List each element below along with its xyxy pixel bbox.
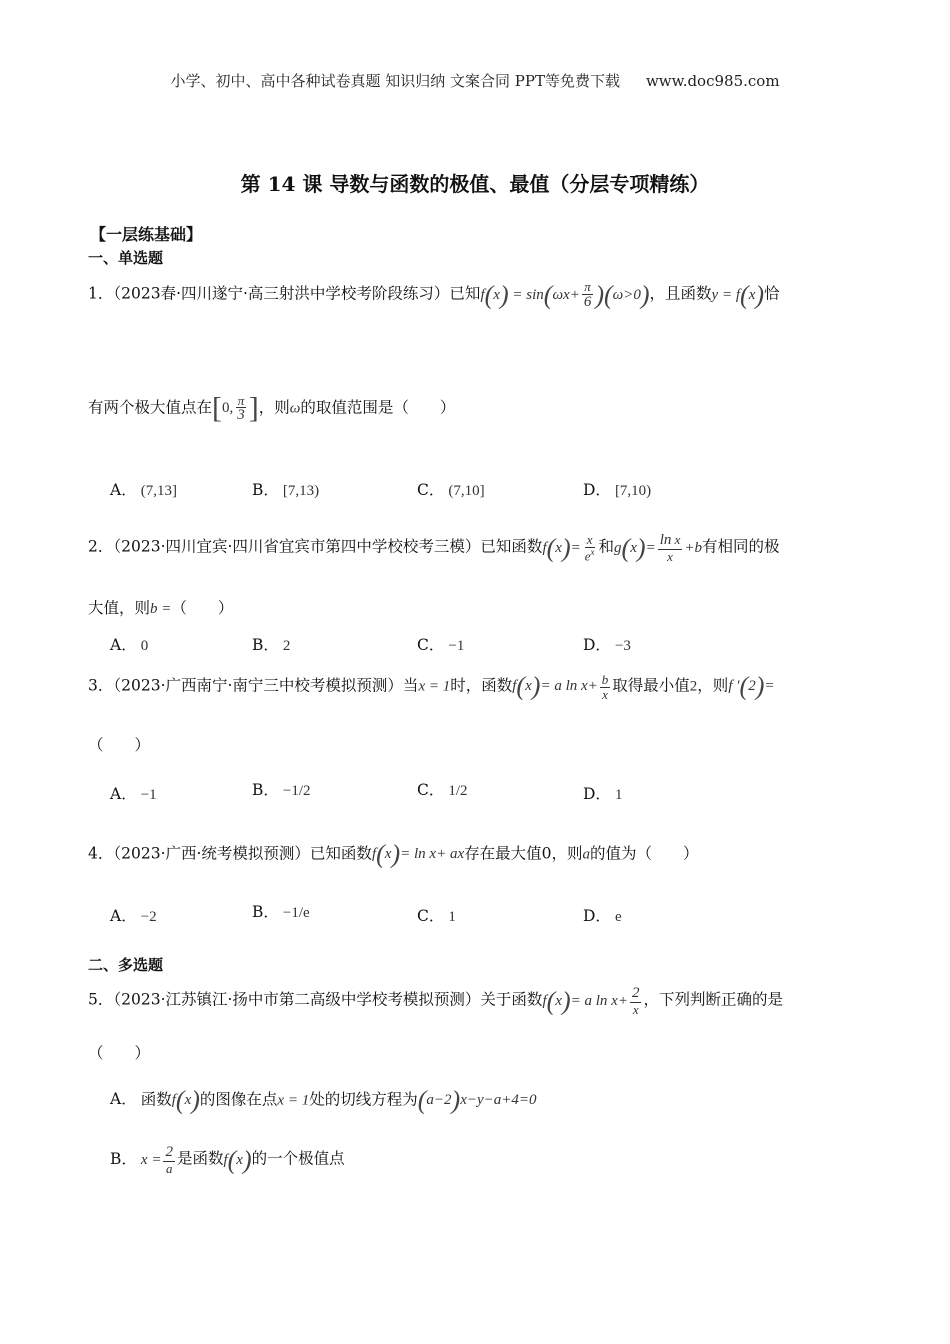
q3-function-formula: f(x)= a ln x+ $\frac{b}{x}$ xyxy=(512,671,609,702)
q2-option-a[interactable]: A． 0 xyxy=(110,636,149,654)
q1-option-c[interactable]: C． (7,10] xyxy=(417,481,485,499)
question-5-line-2: （ ） xyxy=(88,1044,151,1062)
page-title: 第 14 课 导数与函数的极值、最值（分层专项精练） xyxy=(240,172,710,196)
level-heading: 【一层练基础】 xyxy=(90,225,203,244)
question-2-line-2: 大值，则b =（ ） xyxy=(88,599,234,617)
q2-option-b[interactable]: B． 2 xyxy=(252,636,291,654)
header-left-text: 小学、初中、高中各种试卷真题 知识归纳 文案合同 PPT等免费下载 xyxy=(170,72,620,90)
q4-option-c[interactable]: C． 1 xyxy=(417,907,456,925)
q1-option-d[interactable]: D． [7,10) xyxy=(583,481,652,499)
q1-option-a[interactable]: A． (7,13] xyxy=(110,481,177,499)
q2-option-c[interactable]: C． −1 xyxy=(417,636,465,654)
q1-y-equals-f: y = f(x) xyxy=(711,280,765,310)
q5-x-equals-2-over-a: x = $\frac{2}{a}$ xyxy=(140,1144,173,1176)
section-multiple-choice: 二、多选题 xyxy=(88,956,164,974)
q1-interval: [0, $\frac{\pi}{3}$ ] xyxy=(212,392,259,425)
q4-a: a xyxy=(582,846,591,863)
q5-option-a[interactable]: A． 函数f(x)的图像在点x = 1处的切线方程为(a−2)x−y−a+4=0 xyxy=(110,1086,537,1115)
question-3-line-2: （ ） xyxy=(88,736,151,754)
q4-option-a[interactable]: A． −2 xyxy=(110,907,157,925)
q5-tangent-line-equation: (a−2)x−y−a+4=0 xyxy=(417,1086,537,1115)
q1-function-formula: f(x) = sin(ωx+ $\frac{\pi}{6}$ )(ω>0) xyxy=(480,279,650,310)
question-4-line-1: 4．（2023·广西·统考模拟预测）已知函数f(x)= ln x+ ax存在最大值0，则a的值为（ ） xyxy=(88,840,699,869)
page-header xyxy=(0,70,950,91)
header-website[interactable]: www.doc985.com xyxy=(645,72,780,90)
question-2-line-1: 2．（2023·四川宜宾·四川省宜宾市第四中学校校考三模）已知函数f(x)= $\frac{x}{e^x}$ 和g(x)= $\frac{\text{ln x}}{x}$ +b有相同的极 xyxy=(88,532,780,564)
q2-option-d[interactable]: D． −3 xyxy=(583,636,631,654)
q2-f-formula: f(x)= $\frac{x}{e^x}$ xyxy=(542,532,595,564)
q3-option-a[interactable]: A． −1 xyxy=(110,785,157,803)
q4-option-b[interactable]: B． −1/e xyxy=(252,903,310,921)
q4-function-formula: f(x)= ln x+ ax xyxy=(371,840,465,869)
q3-derivative-at-2: f ′(2)= xyxy=(728,672,775,701)
q3-x-equals-1: x = 1 xyxy=(418,678,451,695)
question-3-line-1: 3．（2023·广西南宁·南宁三中校考模拟预测）当x = 1时，函数f(x)= a ln x+ $\frac{b}{x}$ 取得最小值2，则f ′(2)= xyxy=(88,671,775,702)
q4-option-d[interactable]: D． e xyxy=(583,907,622,925)
question-5-line-1: 5．（2023·江苏镇江·扬中市第二高级中学校考模拟预测）关于函数f(x)= a ln x+ $\frac{2}{x}$ ，下列判断正确的是 xyxy=(88,985,783,1017)
question-1-line-1: 1．（2023春·四川遂宁·高三射洪中学校考阶段练习）已知f(x) = sin(ωx+ $\frac{\pi}{6}$ )(ω>0)，且函数y = f(x)恰 xyxy=(88,279,780,310)
q2-g-formula: g(x)= $\frac{\text{ln x}}{x}$ +b xyxy=(614,532,703,564)
q1-option-b[interactable]: B． [7,13) xyxy=(252,481,320,499)
q3-min-value: 2 xyxy=(689,678,698,695)
q2-b-equals: b = xyxy=(150,601,172,617)
question-1-line-2: 有两个极大值点在[0, $\frac{\pi}{3}$ ]，则ω的取值范围是（ ） xyxy=(88,392,456,425)
q5-function-formula: f(x)= a ln x+ $\frac{2}{x}$ xyxy=(542,985,640,1017)
q3-option-b[interactable]: B． −1/2 xyxy=(252,781,311,799)
q3-option-d[interactable]: D． 1 xyxy=(583,785,623,803)
q5-option-b[interactable]: B． x = $\frac{2}{a}$ 是函数f(x)的一个极值点 xyxy=(110,1144,345,1176)
q1-omega: ω xyxy=(289,400,301,417)
q3-option-c[interactable]: C． 1/2 xyxy=(417,781,468,799)
section-single-choice: 一、单选题 xyxy=(88,249,164,267)
